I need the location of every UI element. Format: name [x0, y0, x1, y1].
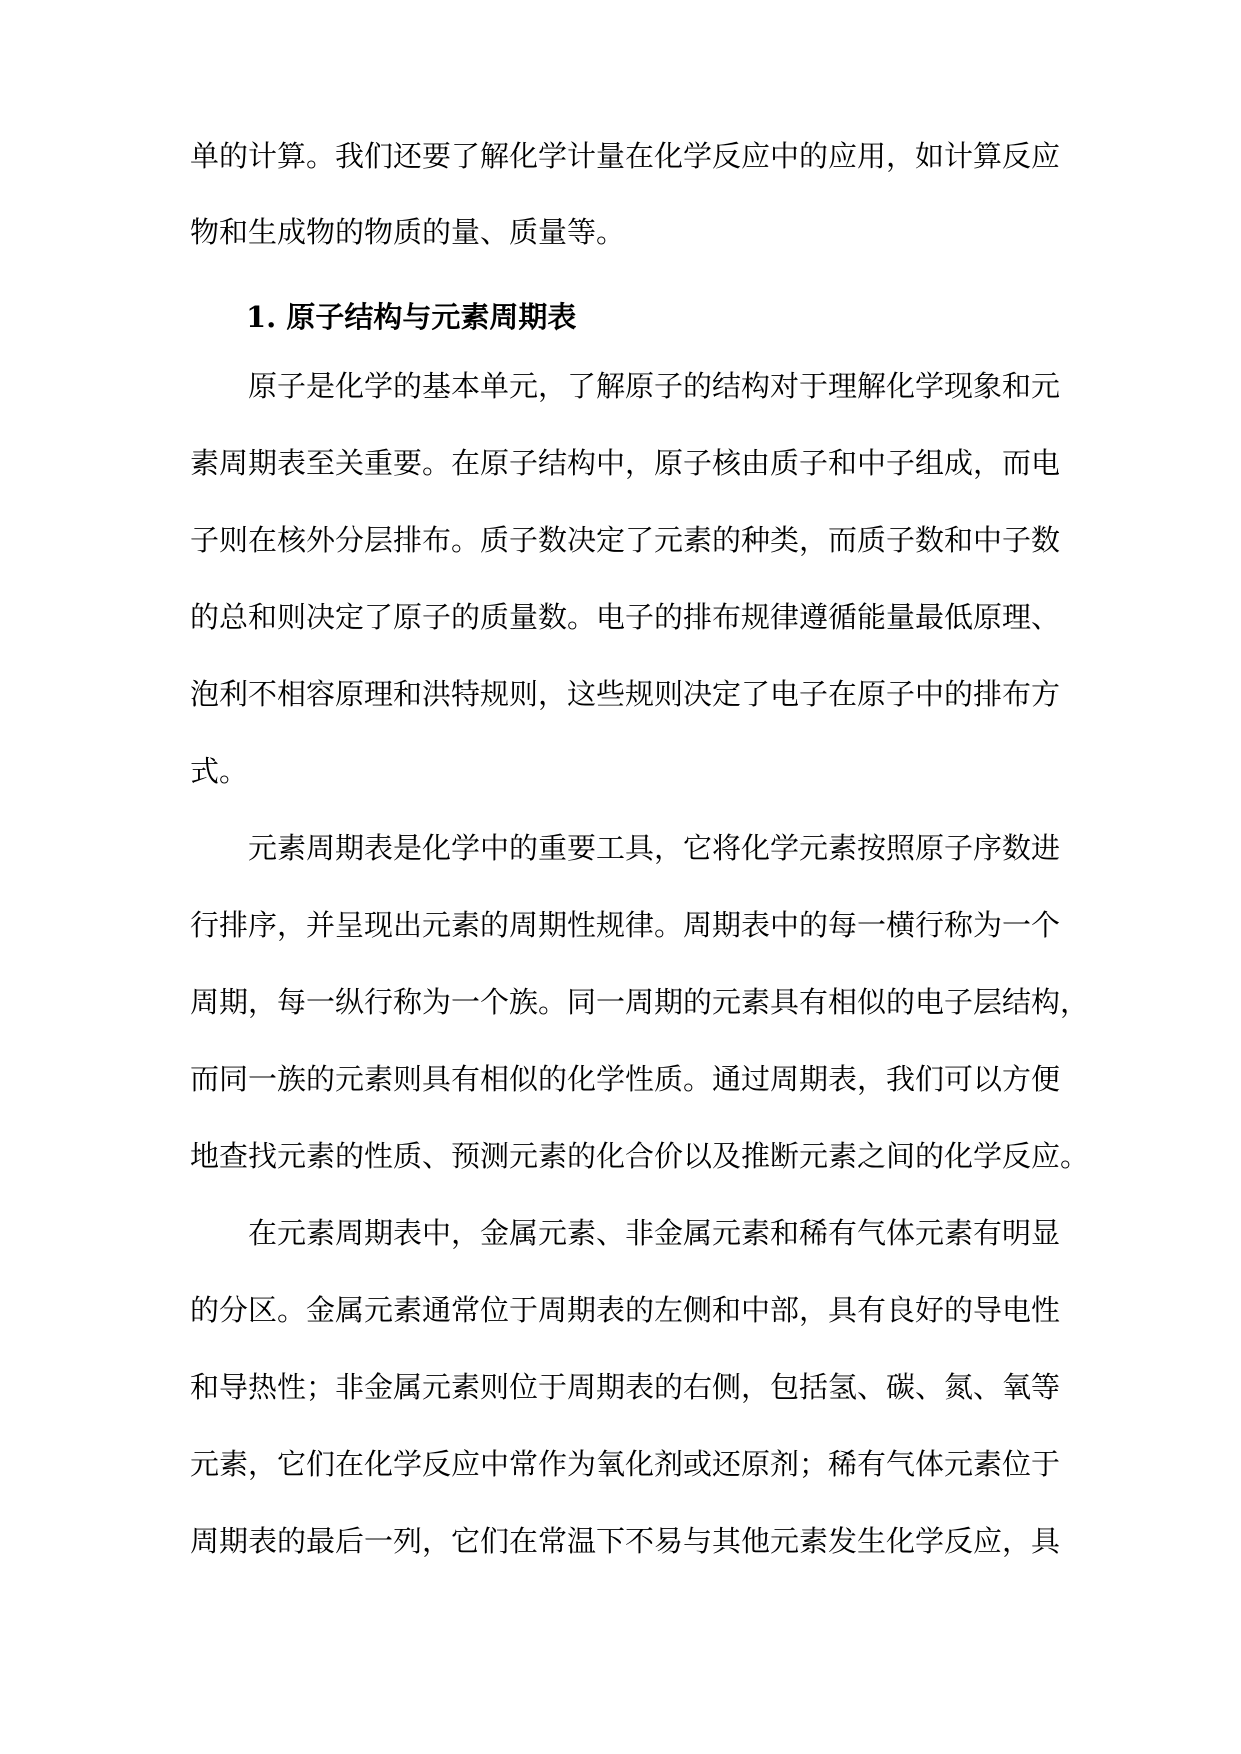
- paragraph-2-line-1: 元素周期表是化学中的重要工具，它将化学元素按照原子序数进: [190, 831, 1061, 865]
- paragraph-3-line-5: 周期表的最后一列，它们在常温下不易与其他元素发生化学反应，具: [190, 1524, 1061, 1558]
- paragraph-1-line-2: 素周期表至关重要。在原子结构中，原子核由质子和中子组成，而电: [190, 446, 1061, 480]
- section-heading: 1. 原子结构与元素周期表: [246, 300, 577, 334]
- intro-line-1: 单的计算。我们还要了解化学计量在化学反应中的应用，如计算反应: [190, 139, 1061, 173]
- paragraph-1-line-1: 原子是化学的基本单元，了解原子的结构对于理解化学现象和元: [190, 369, 1061, 403]
- paragraph-2-line-5: 地查找元素的性质、预测元素的化合价以及推断元素之间的化学反应。: [190, 1139, 1090, 1173]
- paragraph-3-line-3: 和导热性；非金属元素则位于周期表的右侧，包括氢、碳、氮、氧等: [190, 1370, 1061, 1404]
- intro-line-2: 物和生成物的物质的量、质量等。: [190, 215, 626, 249]
- paragraph-1-line-3: 子则在核外分层排布。质子数决定了元素的种类，而质子数和中子数: [190, 523, 1061, 557]
- paragraph-2-line-4: 而同一族的元素则具有相似的化学性质。通过周期表，我们可以方便: [190, 1062, 1061, 1096]
- paragraph-1-line-6: 式。: [190, 754, 249, 788]
- paragraph-2-line-2: 行排序，并呈现出元素的周期性规律。周期表中的每一横行称为一个: [190, 908, 1061, 942]
- paragraph-1-line-5: 泡利不相容原理和洪特规则，这些规则决定了电子在原子中的排布方: [190, 677, 1061, 711]
- paragraph-3-line-4: 元素，它们在化学反应中常作为氧化剂或还原剂；稀有气体元素位于: [190, 1447, 1061, 1481]
- paragraph-1-line-4: 的总和则决定了原子的质量数。电子的排布规律遵循能量最低原理、: [190, 600, 1061, 634]
- paragraph-3-line-2: 的分区。金属元素通常位于周期表的左侧和中部，具有良好的导电性: [190, 1293, 1061, 1327]
- paragraph-2-line-3: 周期，每一纵行称为一个族。同一周期的元素具有相似的电子层结构，: [190, 985, 1090, 1019]
- paragraph-3-line-1: 在元素周期表中，金属元素、非金属元素和稀有气体元素有明显: [190, 1216, 1061, 1250]
